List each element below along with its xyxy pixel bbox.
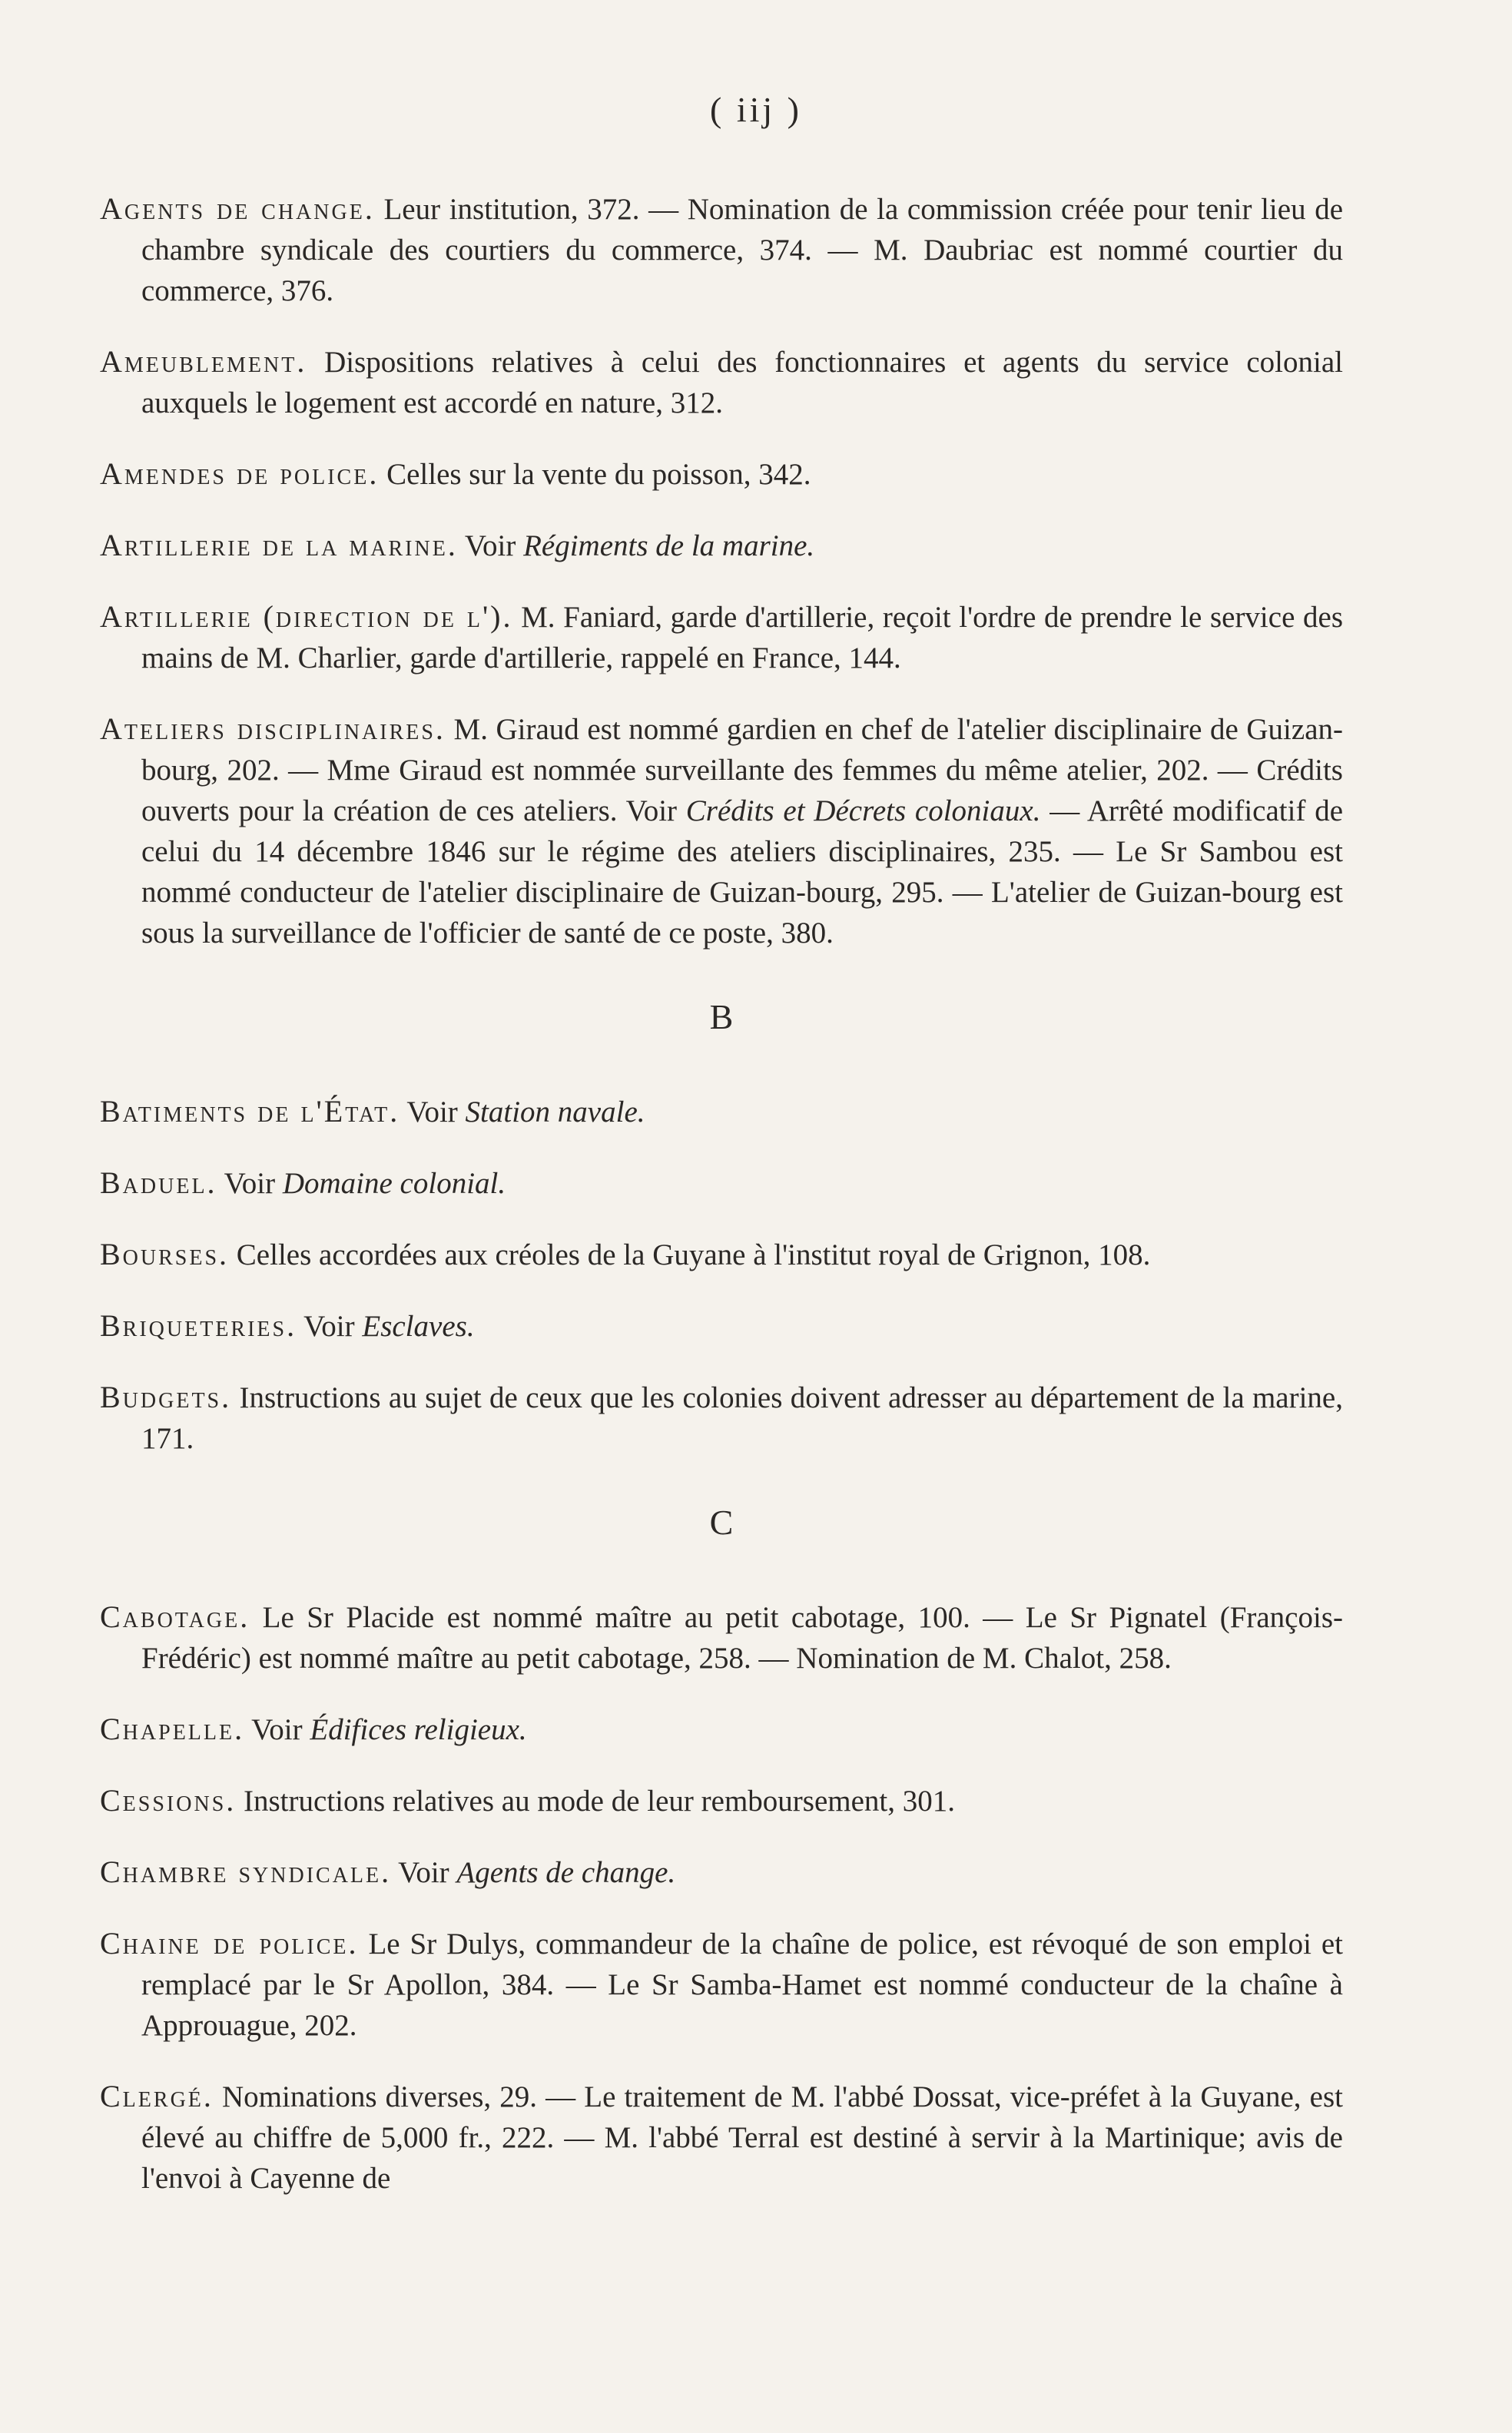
index-entry-baduel — [100, 1162, 1343, 1204]
entry-head: Clergé. — [100, 2079, 214, 2113]
entry-head: Budgets. — [100, 1380, 232, 1414]
entry-text: M. Faniard, garde d'artillerie, reçoit l'ordre de prendre le service des mains de M. Charlier, garde d'artillerie, rappelé en France, 144. — [141, 601, 1343, 675]
entry-text: Leur institution, 372. — Nomination de la commission créée pour tenir lieu de chambre syndicale des courtiers du commerce, 374. — M. Daubriac est nommé courtier du commerce, 376. — [141, 193, 1344, 307]
index-entry-chapelle — [100, 1709, 1343, 1750]
entry-text: Celles sur la vente du poisson, 342. — [379, 458, 811, 491]
entry-text: Voir — [244, 1713, 310, 1746]
entry-text: Voir — [217, 1167, 283, 1200]
cross-reference: Édifices religieux. — [310, 1713, 527, 1746]
index-entry-artillerie-direction — [100, 596, 1343, 678]
entry-text-continued: — Arrêté modificatif de celui du 14 décembre 1846 sur le régime des ateliers disciplinaires, 235. — Le Sr Sambou est nommé conducteur de l'atelier disciplinaire de Guizan-bourg, 295. — L'atelier de Guizan-bourg est sous la surveillance de l'officier de santé de ce poste, 380. — [141, 794, 1344, 950]
index-entry-agents-de-change — [100, 188, 1343, 311]
index-entry-cabotage — [100, 1596, 1343, 1679]
index-entry-batiments — [100, 1091, 1343, 1132]
entry-text: Celles accordées aux créoles de la Guyane à l'institut royal de Grignon, 108. — [229, 1238, 1151, 1271]
entry-text: M. Giraud est nommé gardien en chef de l'atelier disciplinaire de Guizan-bourg, 202. — Mme Giraud est nommée surveillante des femmes du même atelier, 202. — Crédits ouverts pour la création de ces ateliers. Voir — [141, 713, 1343, 827]
entry-head: Artillerie de la marine. — [100, 528, 458, 562]
entry-text: Voir — [457, 529, 524, 562]
cross-reference: Domaine colonial. — [282, 1167, 506, 1200]
index-entry-budgets — [100, 1377, 1343, 1459]
entry-text: Le Sr Dulys, commandeur de la chaîne de police, est révoqué de son emploi et remplacé par le Sr Apollon, 384. — Le Sr Samba-Hamet est nommé conducteur de la chaîne à Approuague, 202. — [141, 1928, 1344, 2042]
entry-text: Dispositions relatives à celui des fonctionnaires et agents du service colonial auxquels le logement est accordé en nature, 312. — [141, 346, 1343, 419]
section-letter-c: C — [709, 1503, 734, 1542]
entry-head: Chapelle. — [100, 1712, 245, 1746]
index-entry-cessions — [100, 1780, 1343, 1821]
index-entry-ameublement — [100, 341, 1343, 423]
cross-reference: Agents de change. — [456, 1856, 676, 1889]
entry-text: Voir — [297, 1310, 363, 1343]
cross-reference: Esclaves. — [362, 1310, 475, 1343]
entry-text: Le Sr Placide est nommé maître au petit cabotage, 100. — Le Sr Pignatel (François-Frédéric) est nommé maître au petit cabotage, 258. — Nomination de M. Chalot, 258. — [141, 1601, 1343, 1675]
cross-reference: Station navale. — [465, 1096, 645, 1129]
entry-text: Voir — [400, 1096, 466, 1129]
cross-reference: Crédits et Décrets coloniaux. — [685, 794, 1041, 827]
entry-head: Batiments de l'État. — [100, 1094, 400, 1129]
index-entry-amendes-de-police — [100, 453, 1343, 495]
entry-text: Nominations diverses, 29. — Le traitement de M. l'abbé Dossat, vice-préfet à la Guyane, est élevé au chiffre de 5,000 fr., 222. — M. l'abbé Terral est destiné à servir à la Martinique; avis de l'envoi à Cayenne de — [141, 2080, 1343, 2195]
entry-head: Artillerie (direction de l'). — [100, 599, 513, 634]
entry-head: Chaine de police. — [100, 1926, 359, 1961]
entry-text: Instructions au sujet de ceux que les colonies doivent adresser au département de la marine, 171. — [141, 1381, 1343, 1455]
entry-head: Baduel. — [100, 1165, 217, 1200]
cross-reference: Régiments de la marine. — [523, 529, 815, 562]
entry-head: Amendes de police. — [100, 456, 380, 491]
index-entry-chambre-syndicale — [100, 1851, 1343, 1893]
entry-head: Bourses. — [100, 1237, 230, 1271]
entry-head: Ateliers disciplinaires. — [100, 711, 446, 746]
index-entry-chaine-de-police — [100, 1923, 1343, 2046]
section-letter-b: B — [709, 997, 734, 1036]
entry-head: Ameublement. — [100, 344, 307, 379]
index-entry-artillerie-de-la-marine — [100, 525, 1343, 566]
entry-head: Cessions. — [100, 1783, 237, 1818]
entry-head: Briqueteries. — [100, 1308, 297, 1343]
entry-head: Agents de change. — [100, 191, 375, 226]
entry-text: Voir — [391, 1856, 457, 1889]
entry-head: Cabotage. — [100, 1599, 250, 1634]
index-entry-briqueteries — [100, 1305, 1343, 1347]
index-column — [100, 158, 1343, 2211]
page-folio: ( iij ) — [710, 90, 802, 129]
index-entry-ateliers-disciplinaires — [100, 708, 1343, 953]
index-entry-bourses — [100, 1234, 1343, 1275]
entry-text: Instructions relatives au mode de leur remboursement, 301. — [236, 1785, 955, 1818]
index-entry-clerge — [100, 2076, 1343, 2199]
entry-head: Chambre syndicale. — [100, 1855, 392, 1889]
